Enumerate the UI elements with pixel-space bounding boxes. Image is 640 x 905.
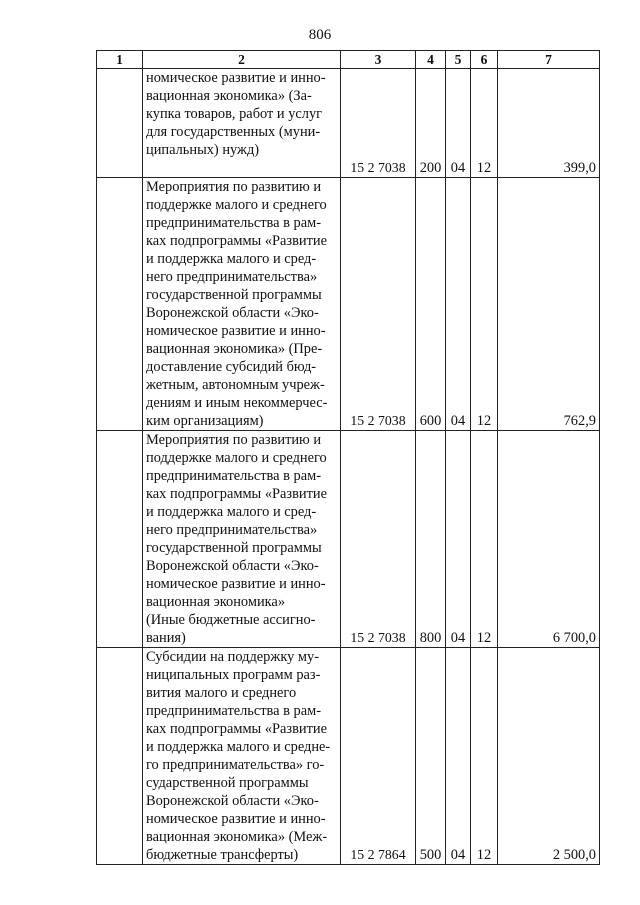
section-cell: 04 [446, 431, 471, 648]
amount-cell: 762,9 [498, 178, 600, 431]
item-name-cell: Мероприятия по развитию и поддержке малого и среднего предпринимательства в рам- ках подпрограммы «Развитие и поддержка малого и сред- него предпринимательства» государственной программы Воронежской области «Эко- номическое развитие и инно- вационная экономика» (Иные бюджетные ассигно- вания) [143, 431, 341, 648]
amount-cell: 6 700,0 [498, 431, 600, 648]
table-row [97, 178, 600, 431]
amount-cell: 399,0 [498, 69, 600, 178]
section-cell: 04 [446, 69, 471, 178]
table-row [97, 431, 600, 648]
row-number-cell [97, 178, 143, 431]
header-col-6: 6 [471, 51, 498, 69]
header-col-5: 5 [446, 51, 471, 69]
budget-table [96, 50, 600, 865]
header-col-7: 7 [498, 51, 600, 69]
section-cell: 04 [446, 648, 471, 865]
row-number-cell [97, 648, 143, 865]
target-code-cell: 15 2 7864 [341, 648, 416, 865]
header-col-4: 4 [416, 51, 446, 69]
amount-cell: 2 500,0 [498, 648, 600, 865]
header-row [97, 51, 600, 69]
expense-type-cell: 800 [416, 431, 446, 648]
row-number-cell [97, 69, 143, 178]
table-row [97, 648, 600, 865]
expense-type-cell: 200 [416, 69, 446, 178]
item-name-cell: Мероприятия по развитию и поддержке малого и среднего предпринимательства в рам- ках подпрограммы «Развитие и поддержка малого и сред- него предпринимательства» государственной программы Воронежской области «Эко- номическое развитие и инно- вационная экономика» (Пре- доставление субсидий бюд- жетным, автономным учреж- дениям и иным некоммерчес- ким организациям) [143, 178, 341, 431]
target-code-cell: 15 2 7038 [341, 69, 416, 178]
subsection-cell: 12 [471, 431, 498, 648]
table-row [97, 69, 600, 178]
page-number: 806 [308, 27, 332, 43]
target-code-cell: 15 2 7038 [341, 178, 416, 431]
subsection-cell: 12 [471, 648, 498, 865]
header-col-3: 3 [341, 51, 416, 69]
target-code-cell: 15 2 7038 [341, 431, 416, 648]
expense-type-cell: 500 [416, 648, 446, 865]
header-col-2: 2 [143, 51, 341, 69]
table-header [97, 51, 600, 69]
expense-type-cell: 600 [416, 178, 446, 431]
subsection-cell: 12 [471, 178, 498, 431]
subsection-cell: 12 [471, 69, 498, 178]
section-cell: 04 [446, 178, 471, 431]
header-col-1: 1 [97, 51, 143, 69]
row-number-cell [97, 431, 143, 648]
item-name-cell: Субсидии на поддержку му- ниципальных программ раз- вития малого и среднего предпринимательства в рам- ках подпрограммы «Развитие и поддержка малого и средне- го предпринимательства» го- сударственной программы Воронежской области «Эко- номическое развитие и инно- вационная экономика» (Меж- бюджетные трансферты) [143, 648, 341, 865]
table-body [97, 69, 600, 865]
item-name-cell: номическое развитие и инно- вационная экономика» (За- купка товаров, работ и услуг для государственных (муни- ципальных) нужд) [143, 69, 341, 178]
